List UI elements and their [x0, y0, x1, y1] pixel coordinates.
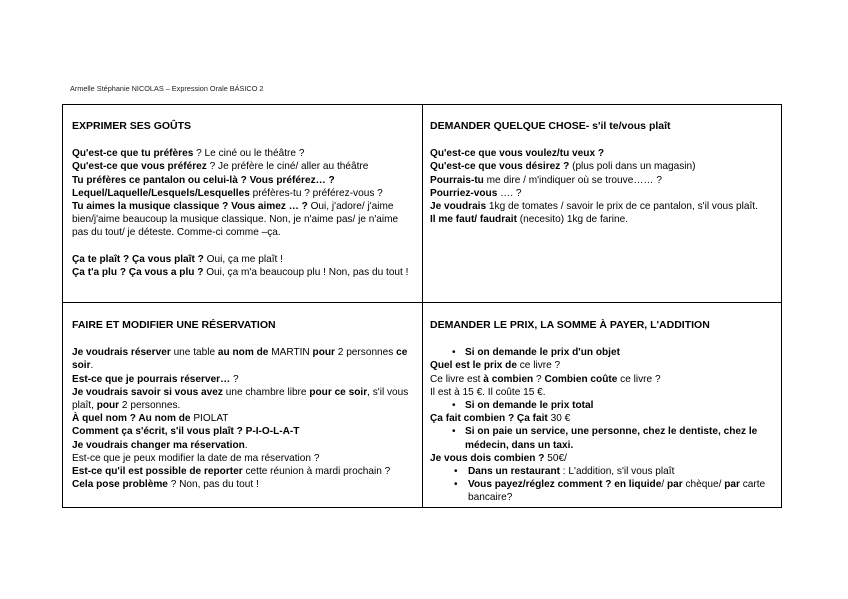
- phrase-line: [72, 478, 412, 491]
- cell-title: DEMANDER QUELQUE CHOSE- s'il te/vous plaît: [430, 120, 671, 132]
- phrase-line: [430, 412, 776, 425]
- phrase-line: [430, 174, 776, 187]
- phrase-text: Oui, ça me plaît !: [203, 253, 283, 265]
- cell-title: DEMANDER LE PRIX, LA SOMME À PAYER, L'ADDITION: [430, 319, 710, 331]
- bullet-icon: •: [454, 466, 458, 478]
- phrase-key: par: [724, 479, 740, 491]
- phrase-key: Tu préfères ce pantalon ou celui-là ? Vous préférez… ?: [72, 174, 335, 186]
- bullet-icon: •: [454, 479, 458, 491]
- phrase-line: [430, 386, 776, 399]
- phrase-line: [72, 373, 412, 386]
- phrase-key: Lequel/Laquelle/Lesquels/Lesquelles: [72, 187, 250, 199]
- phrase-key: Pourrais-tu: [430, 174, 484, 186]
- phrase-key: pour: [312, 347, 335, 359]
- phrase-key: Qu'est-ce que vous voulez/tu veux ?: [430, 148, 605, 160]
- content-table: [62, 104, 782, 508]
- phrase-line: [72, 200, 412, 240]
- phrase-text: : L'addition, s'il vous plaît: [560, 466, 675, 478]
- table-divider-horizontal: [63, 302, 781, 303]
- phrase-text: , s'il vous plaît,: [72, 386, 409, 412]
- phrase-text: carte bancaire?: [468, 479, 766, 504]
- phrase-text: 1kg de tomates / savoir le prix de ce pantalon, s'il vous plaît.: [486, 201, 758, 213]
- phrase-text: préfères-tu ? préférez-vous ?: [249, 187, 383, 199]
- phrase-text: ?: [533, 373, 545, 385]
- phrase-text: me dire / m'indiquer où se trouve…… ?: [483, 174, 662, 186]
- document-header: Armelle Stéphanie NICOLAS – Expression Orale BÁSICO 2: [70, 84, 264, 93]
- phrase-text: ce livre ?: [617, 373, 661, 385]
- phrase-key: Comment ça s'écrit, s'il vous plaît ? P-I-O-L-A-T: [72, 426, 300, 438]
- bullet-icon: •: [452, 426, 456, 438]
- phrase-key: au nom de: [217, 347, 269, 359]
- phrase-line: [72, 147, 412, 160]
- bullet-item: [430, 346, 776, 359]
- phrase-line: [72, 386, 412, 412]
- phrase-line: [72, 346, 412, 372]
- phrase-text: …. ?: [497, 187, 522, 199]
- phrase-text: (plus poli dans un magasin): [569, 161, 696, 173]
- phrase-text: Oui, ça m'a beaucoup plu ! Non, pas du tout !: [203, 266, 409, 278]
- phrase-text: ? Je préfère le ciné/ aller au théâtre: [206, 161, 369, 173]
- phrase-line: [72, 412, 412, 425]
- phrase-key: Qu'est-ce que vous désirez ?: [430, 161, 570, 173]
- phrase-key: Je voudrais: [430, 201, 487, 213]
- phrase-key: Il me faut/ faudrait: [430, 214, 517, 226]
- bullet-item: [430, 425, 776, 451]
- phrase-text: /: [661, 479, 667, 491]
- phrase-key: Cela pose problème: [72, 479, 168, 491]
- cell-title: EXPRIMER SES GOÛTS: [72, 120, 192, 132]
- cell-ask-something: [430, 120, 776, 226]
- phrase-key: Ça fait combien ? Ça fait: [430, 413, 548, 425]
- phrase-text: ?: [230, 373, 239, 385]
- phrase-line: [72, 425, 412, 438]
- phrase-key: Combien coûte: [544, 373, 618, 385]
- cell-title: FAIRE ET MODIFIER UNE RÉSERVATION: [72, 319, 276, 331]
- phrase-line: [430, 187, 776, 200]
- phrase-line: [430, 200, 776, 213]
- phrase-line: [430, 359, 776, 372]
- table-divider-vertical: [422, 105, 423, 507]
- bullet-item: [430, 478, 776, 504]
- phrase-line: [72, 266, 412, 279]
- cell-reservation: [72, 319, 412, 491]
- phrase-key: Pourriez-vous: [430, 187, 498, 199]
- phrase-text: chèque/: [682, 479, 725, 491]
- phrase-text: (necesito) 1kg de farine.: [516, 214, 629, 226]
- phrase-text: MARTIN: [268, 347, 313, 359]
- bullet-icon: •: [452, 400, 456, 412]
- phrase-line: [430, 147, 776, 160]
- bullet-item: [430, 399, 776, 412]
- phrase-line: [72, 253, 412, 266]
- phrase-text: .: [90, 360, 94, 372]
- phrase-line: [430, 160, 776, 173]
- cell-express-tastes: [72, 120, 412, 279]
- phrase-key: Qu'est-ce que tu préfères: [72, 148, 194, 160]
- phrase-text: ? Le ciné ou le théâtre ?: [193, 148, 305, 160]
- phrase-line: [72, 452, 412, 465]
- cell-ask-price: [430, 319, 776, 505]
- phrase-text: Est-ce que je peux modifier la date de ma réservation ?: [72, 452, 320, 464]
- phrase-text: une chambre libre: [222, 386, 310, 398]
- phrase-line: [72, 439, 412, 452]
- phrase-line: [72, 187, 412, 200]
- phrase-line: [430, 213, 776, 226]
- bullet-item: [430, 465, 776, 478]
- phrase-text: 50€/: [544, 452, 567, 464]
- phrase-line: [430, 452, 776, 465]
- phrase-line: [72, 174, 412, 187]
- phrase-key: à combien: [483, 373, 534, 385]
- phrase-key: Est-ce qu'il est possible de reporter: [72, 466, 243, 478]
- phrase-text: Oui, j'adore/ j'aime bien/j'aime beaucoup la musique classique. Non, je n'aime pas/ je n'aime pas du tout/ je déteste. Comme-ci comme –ça.: [72, 201, 399, 239]
- phrase-key: Tu aimes la musique classique ? Vous aimez … ?: [72, 201, 308, 213]
- phrase-line: [72, 465, 412, 478]
- phrase-key: Qu'est-ce que vous préférez: [72, 161, 207, 173]
- phrase-key: Si on demande le prix d'un objet: [465, 347, 620, 359]
- phrase-line: [430, 373, 776, 386]
- phrase-key: À quel nom ? Au nom de: [72, 413, 191, 425]
- phrase-key: Vous payez/réglez comment ? en liquide: [468, 479, 662, 491]
- phrase-key: Ça t'a plu ? Ça vous a plu ?: [72, 266, 204, 278]
- phrase-key: ce soir: [72, 347, 408, 372]
- phrase-text: cette réunion à mardi prochain ?: [242, 466, 391, 478]
- phrase-text: Ce livre est: [430, 373, 484, 385]
- phrase-key: Je voudrais réserver: [72, 347, 171, 359]
- phrase-text: 2 personnes.: [119, 400, 181, 412]
- phrase-key: Je voudrais changer ma réservation: [72, 439, 245, 451]
- phrase-text: 2 personnes: [334, 347, 397, 359]
- phrase-key: Ça te plaît ? Ça vous plaît ?: [72, 253, 204, 265]
- phrase-key: par: [666, 479, 683, 491]
- phrase-text: PIOLAT: [190, 413, 229, 425]
- phrase-text: ce livre ?: [516, 360, 561, 372]
- phrase-key: Je vous dois combien ?: [430, 452, 545, 464]
- phrase-key: pour ce soir: [309, 386, 368, 398]
- phrase-key: Est-ce que je pourrais réserver…: [72, 373, 231, 385]
- phrase-key: Si on demande le prix total: [465, 400, 594, 412]
- phrase-text: Il est à 15 €. Il coûte 15 €.: [430, 386, 546, 398]
- phrase-text: 30 €: [547, 413, 571, 425]
- phrase-key: Quel est le prix de: [430, 360, 517, 372]
- phrase-key: Dans un restaurant: [468, 466, 560, 478]
- bullet-icon: •: [452, 347, 456, 359]
- phrase-text: ? Non, pas du tout !: [167, 479, 259, 491]
- phrase-key: Si on paie un service, une personne, chez le dentiste, chez le médecin, dans un taxi.: [465, 426, 758, 451]
- phrase-line: [72, 160, 412, 173]
- phrase-text: une table: [170, 347, 218, 359]
- phrase-text: .: [244, 439, 248, 451]
- phrase-key: pour: [96, 400, 120, 412]
- phrase-key: Je voudrais savoir si vous avez: [72, 386, 223, 398]
